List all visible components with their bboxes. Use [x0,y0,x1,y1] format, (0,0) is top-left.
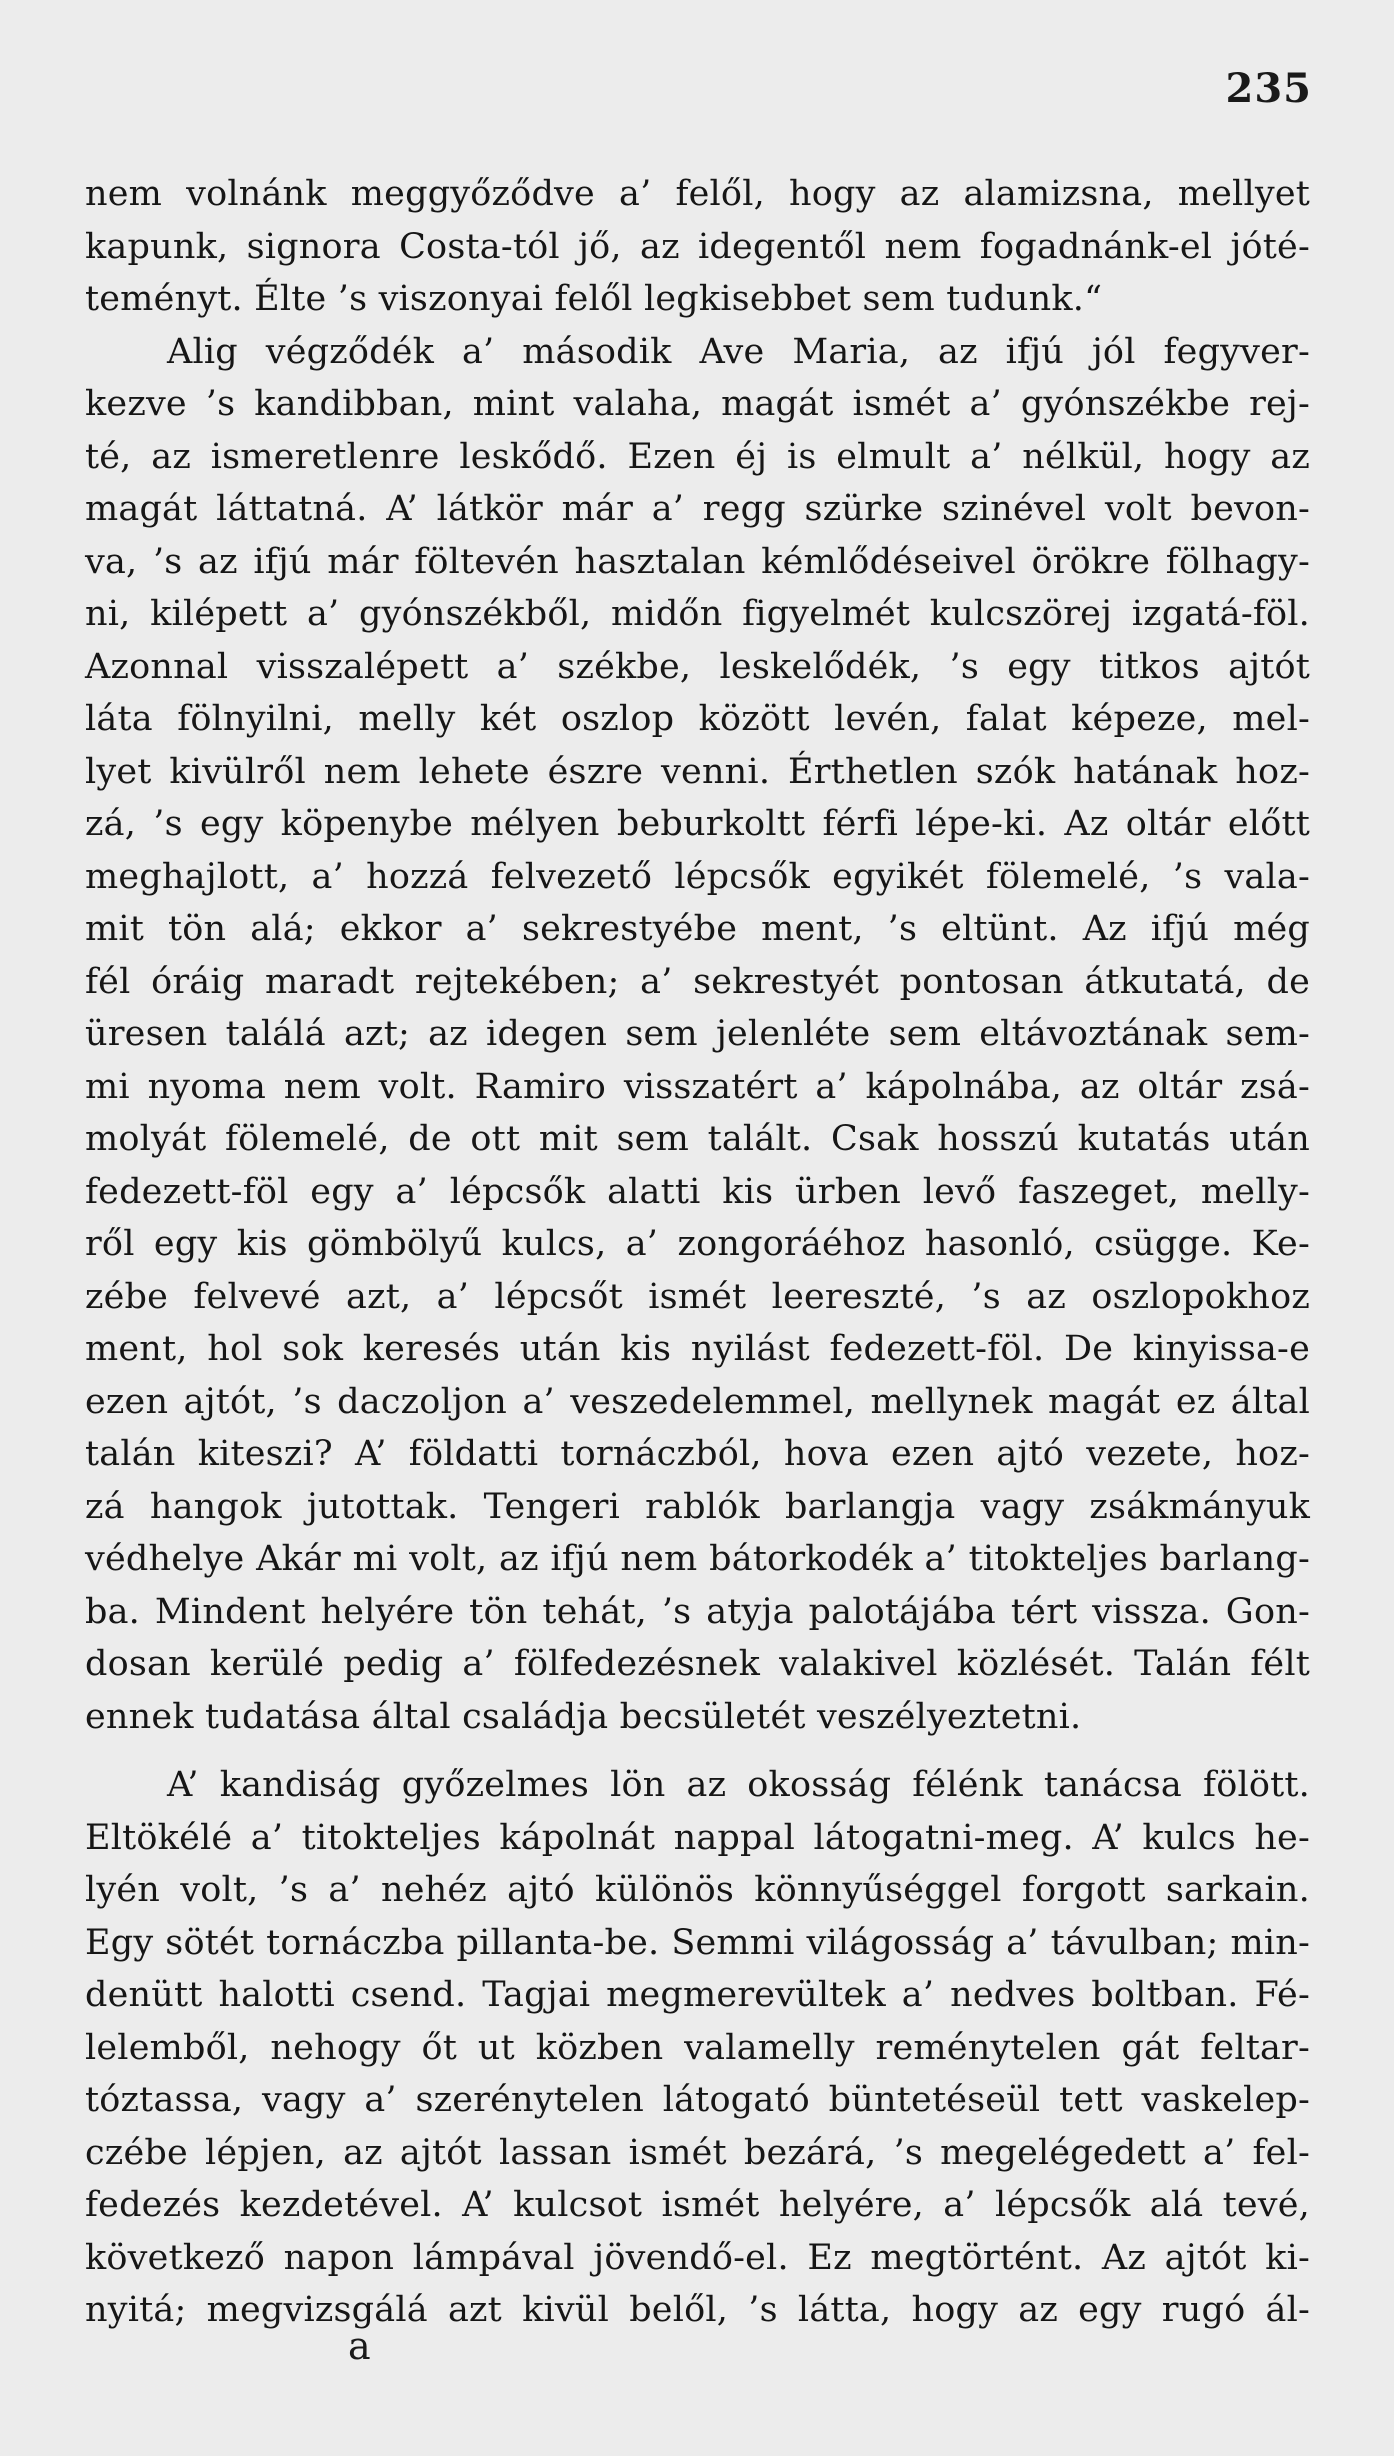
text-line: teményt. Élte ’s viszonyai felől legkisebbet sem tudunk.“ [85,279,1103,319]
text-line: tóztassa, vagy a’ szerénytelen látogató büntetéseül tett vaskelep- [85,2080,1310,2120]
text-line: denütt halotti csend. Tagjai megmerevültek a’ nedves boltban. Fé- [85,1975,1310,2015]
text-line: mi nyoma nem volt. Ramiro visszatért a’ kápolnába, az oltár zsá- [85,1066,1310,1107]
paragraph-1 [85,168,1310,326]
text-line: meghajlott, a’ hozzá felvezető lépcsők egyikét fölemelé, ’s vala- [85,856,1310,897]
paragraph-2 [85,326,1310,1744]
text-line: következő napon lámpával jövendő-el. Ez megtörtént. Az ajtót ki- [85,2237,1310,2278]
text-line: ennek tudatása által családja becsületét veszélyeztetni. [85,1696,1082,1737]
text-line: Egy sötét tornáczba pillanta-be. Semmi világosság a’ távulban; min- [85,1922,1310,1963]
text-line: A’ kandiság győzelmes lön az okosság félénk tanácsa fölött. [167,1765,1310,1805]
text-line: lyet kivülről nem lehete észre venni. Érthetlen szók hatának hoz- [85,751,1310,792]
page-number: 235 [1225,65,1312,112]
text-line: mit tön alá; ekkor a’ sekrestyébe ment, ’s eltünt. Az ifjú még [85,909,1310,949]
text-line: fél óráig maradt rejtekében; a’ sekrestyét pontosan átkutatá, de [85,961,1310,1002]
text-line: ezen ajtót, ’s daczoljon a’ veszedelemmel, mellynek magát ez által [85,1381,1310,1422]
text-line: zá hangok jutottak. Tengeri rablók barlangja vagy zsákmányuk [85,1486,1310,1527]
text-line: kezve ’s kandibban, mint valaha, magát ismét a’ gyónszékbe rej- [85,384,1310,424]
text-line: nyitá; megvizsgálá azt kivül belől, ’s látta, hogy az egy rugó ál- [85,2290,1310,2330]
text-line: czébe lépjen, az ajtót lassan ismét bezárá, ’s megelégedett a’ fel- [85,2132,1310,2173]
signature-mark: a [348,2324,371,2368]
text-line: láta fölnyilni, melly két oszlop között levén, falat képeze, mel- [85,699,1310,739]
text-line: va, ’s az ifjú már föltevén hasztalan kémlődéseivel örökre fölhagy- [85,541,1310,582]
text-line: ről egy kis gömbölyű kulcs, a’ zongoráéhoz hasonló, csügge. Ke- [85,1224,1310,1264]
text-line: Alig végződék a’ második Ave Maria, az ifjú jól fegyver- [167,331,1310,372]
text-line: nem volnánk meggyőződve a’ felől, hogy az alamizsna, mellyet [85,174,1310,214]
text-line: zá, ’s egy köpenybe mélyen beburkoltt férfi lépe-ki. Az oltár előtt [85,804,1310,844]
text-line: fedezett-föl egy a’ lépcsők alatti kis ürben levő faszeget, melly- [85,1171,1310,1212]
text-line: talán kiteszi? A’ földatti tornáczból, hova ezen ajtó vezete, hoz- [85,1434,1310,1474]
text-line: magát láttatná. A’ látkör már a’ regg szürke szinével volt bevon- [85,489,1310,529]
text-line: fedezés kezdetével. A’ kulcsot ismét helyére, a’ lépcsők alá tevé, [85,2185,1310,2225]
text-line: lelemből, nehogy őt ut közben valamelly reménytelen gát feltar- [85,2027,1310,2068]
paragraph-3 [85,1759,1310,2337]
text-line: zébe felvevé azt, a’ lépcsőt ismét leereszté, ’s az oszlopokhoz [85,1276,1310,1317]
text-line: ment, hol sok keresés után kis nyilást fedezett-föl. De kinyissa-e [85,1329,1310,1369]
text-line: védhelye Akár mi volt, az ifjú nem bátorkodék a’ titokteljes barlang- [85,1539,1310,1579]
text-line: Eltökélé a’ titokteljes kápolnát nappal látogatni-meg. A’ kulcs he- [85,1817,1310,1858]
text-line: kapunk, signora Costa-tól jő, az idegentől nem fogadnánk-el jóté- [85,226,1310,267]
body-text [85,168,1310,2337]
text-line: dosan kerülé pedig a’ fölfedezésnek valakivel közlését. Talán félt [85,1644,1310,1684]
text-line: lyén volt, ’s a’ nehéz ajtó különös könnyűséggel forgott sarkain. [85,1870,1310,1910]
text-line: Azonnal visszalépett a’ székbe, leskelődék, ’s egy titkos ajtót [85,646,1310,687]
text-line: ba. Mindent helyére tön tehát, ’s atyja palotájába tért vissza. Gon- [85,1591,1310,1632]
text-line: ni, kilépett a’ gyónszékből, midőn figyelmét kulcszörej izgatá-föl. [85,594,1310,634]
text-line: molyát fölemelé, de ott mit sem talált. Csak hosszú kutatás után [85,1119,1310,1159]
text-line: üresen találá azt; az idegen sem jelenléte sem eltávoztának sem- [85,1014,1310,1054]
text-line: té, az ismeretlenre leskődő. Ezen éj is elmult a’ nélkül, hogy az [85,436,1310,477]
